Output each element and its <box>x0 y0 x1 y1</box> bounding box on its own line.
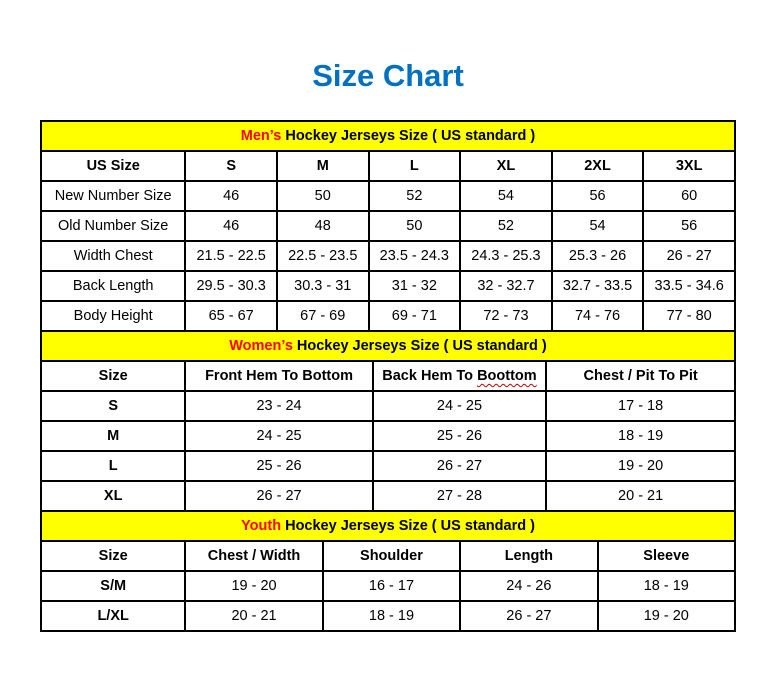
mens-row-back-length <box>41 271 735 301</box>
value-cell: 60 <box>643 181 735 211</box>
value-cell: 26 - 27 <box>643 241 735 271</box>
column-header: L <box>369 151 461 181</box>
row-label: Old Number Size <box>41 211 185 241</box>
column-header: 3XL <box>643 151 735 181</box>
womens-row-xl <box>41 481 735 511</box>
column-header: Length <box>460 541 597 571</box>
value-cell: 25.3 - 26 <box>552 241 644 271</box>
value-cell: 74 - 76 <box>552 301 644 331</box>
value-cell: 21.5 - 22.5 <box>185 241 277 271</box>
column-header: M <box>277 151 369 181</box>
value-cell: 19 - 20 <box>598 601 735 631</box>
value-cell: 52 <box>369 181 461 211</box>
value-cell: 19 - 20 <box>546 451 735 481</box>
value-cell: 24 - 26 <box>460 571 597 601</box>
value-cell: 52 <box>460 211 552 241</box>
value-cell: 20 - 21 <box>185 601 322 631</box>
value-cell: 17 - 18 <box>546 391 735 421</box>
value-cell: 26 - 27 <box>373 451 547 481</box>
womens-row-l <box>41 451 735 481</box>
value-cell: 23.5 - 24.3 <box>369 241 461 271</box>
value-cell: 27 - 28 <box>373 481 547 511</box>
value-cell: 18 - 19 <box>598 571 735 601</box>
mens-row-new-number-size <box>41 181 735 211</box>
value-cell: 72 - 73 <box>460 301 552 331</box>
column-header: Chest / Width <box>185 541 322 571</box>
value-cell: 32.7 - 33.5 <box>552 271 644 301</box>
youth-section-title: Youth Hockey Jerseys Size ( US standard ) <box>41 511 735 541</box>
value-cell: 30.3 - 31 <box>277 271 369 301</box>
value-cell: 48 <box>277 211 369 241</box>
mens-section-title: Men’s Hockey Jerseys Size ( US standard ) <box>41 121 735 151</box>
column-header: Front Hem To Bottom <box>185 361 372 391</box>
row-label: L/XL <box>41 601 185 631</box>
womens-size-table <box>40 330 736 512</box>
value-cell: 25 - 26 <box>373 421 547 451</box>
value-cell: 26 - 27 <box>460 601 597 631</box>
row-label: Body Height <box>41 301 185 331</box>
value-cell: 46 <box>185 181 277 211</box>
mens-size-table <box>40 120 736 332</box>
section-title-accent: Men’s <box>240 128 282 144</box>
row-label: Width Chest <box>41 241 185 271</box>
value-cell: 69 - 71 <box>369 301 461 331</box>
value-cell: 54 <box>460 181 552 211</box>
value-cell: 29.5 - 30.3 <box>185 271 277 301</box>
womens-section-title: Women’s Hockey Jerseys Size ( US standard ) <box>41 331 735 361</box>
page-title: Size Chart <box>312 58 464 93</box>
value-cell: 16 - 17 <box>323 571 460 601</box>
womens-row-m <box>41 421 735 451</box>
column-header: XL <box>460 151 552 181</box>
value-cell: 23 - 24 <box>185 391 372 421</box>
value-cell: 33.5 - 34.6 <box>643 271 735 301</box>
row-label: S/M <box>41 571 185 601</box>
row-label: L <box>41 451 185 481</box>
value-cell: 20 - 21 <box>546 481 735 511</box>
column-header: Shoulder <box>323 541 460 571</box>
value-cell: 50 <box>369 211 461 241</box>
value-cell: 19 - 20 <box>185 571 322 601</box>
value-cell: 54 <box>552 211 644 241</box>
value-cell: 18 - 19 <box>546 421 735 451</box>
value-cell: 56 <box>643 211 735 241</box>
value-cell: 65 - 67 <box>185 301 277 331</box>
womens-header-row <box>41 361 735 391</box>
value-cell: 24 - 25 <box>373 391 547 421</box>
mens-header-row <box>41 151 735 181</box>
womens-section-band <box>41 331 735 361</box>
column-header: Sleeve <box>598 541 735 571</box>
youth-row-s-m <box>41 571 735 601</box>
section-title-accent: Youth <box>241 518 282 534</box>
value-cell: 77 - 80 <box>643 301 735 331</box>
row-label: M <box>41 421 185 451</box>
value-cell: 32 - 32.7 <box>460 271 552 301</box>
column-header: Chest / Pit To Pit <box>546 361 735 391</box>
tables-stack <box>40 120 736 632</box>
value-cell: 24 - 25 <box>185 421 372 451</box>
row-label: New Number Size <box>41 181 185 211</box>
value-cell: 31 - 32 <box>369 271 461 301</box>
youth-header-row <box>41 541 735 571</box>
value-cell: 50 <box>277 181 369 211</box>
value-cell: 22.5 - 23.5 <box>277 241 369 271</box>
mens-row-body-height <box>41 301 735 331</box>
value-cell: 24.3 - 25.3 <box>460 241 552 271</box>
section-title-accent: Women’s <box>229 338 293 354</box>
misspelled-word: Boottom <box>477 368 537 384</box>
value-cell: 46 <box>185 211 277 241</box>
column-header: Size <box>41 361 185 391</box>
row-label: XL <box>41 481 185 511</box>
mens-row-old-number-size <box>41 211 735 241</box>
column-header: US Size <box>41 151 185 181</box>
column-header: 2XL <box>552 151 644 181</box>
column-header: S <box>185 151 277 181</box>
value-cell: 25 - 26 <box>185 451 372 481</box>
youth-row-l-xl <box>41 601 735 631</box>
womens-row-s <box>41 391 735 421</box>
value-cell: 67 - 69 <box>277 301 369 331</box>
column-header: Back Hem To Boottom <box>373 361 547 391</box>
mens-section-band <box>41 121 735 151</box>
youth-size-table <box>40 510 736 632</box>
value-cell: 26 - 27 <box>185 481 372 511</box>
column-header: Size <box>41 541 185 571</box>
value-cell: 56 <box>552 181 644 211</box>
youth-section-band <box>41 511 735 541</box>
mens-row-width-chest <box>41 241 735 271</box>
row-label: S <box>41 391 185 421</box>
value-cell: 18 - 19 <box>323 601 460 631</box>
row-label: Back Length <box>41 271 185 301</box>
